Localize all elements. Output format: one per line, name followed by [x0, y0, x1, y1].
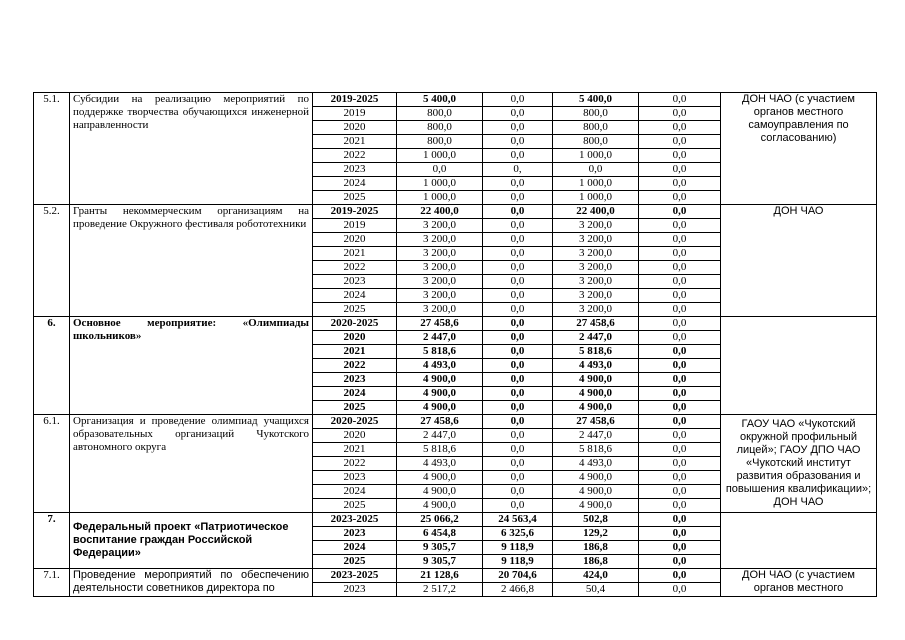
federal-cell: 0,0	[483, 443, 553, 457]
federal-cell: 0,0	[483, 387, 553, 401]
federal-cell: 0,0	[483, 289, 553, 303]
table-row	[34, 93, 877, 107]
total-cell: 27 458,6	[397, 415, 483, 429]
federal-cell: 0,0	[483, 415, 553, 429]
total-cell: 4 493,0	[397, 457, 483, 471]
table-row	[34, 415, 877, 429]
total-cell: 4 900,0	[397, 471, 483, 485]
total-cell: 2 447,0	[397, 429, 483, 443]
item-number: 7.1.	[34, 569, 70, 597]
regional-cell: 800,0	[553, 121, 639, 135]
total-cell: 3 200,0	[397, 233, 483, 247]
year-cell: 2023-2025	[313, 513, 397, 527]
federal-cell: 0,0	[483, 135, 553, 149]
federal-cell: 0,0	[483, 177, 553, 191]
total-cell: 3 200,0	[397, 219, 483, 233]
regional-cell: 3 200,0	[553, 219, 639, 233]
federal-cell: 9 118,9	[483, 541, 553, 555]
total-cell: 4 900,0	[397, 401, 483, 415]
regional-cell: 4 900,0	[553, 401, 639, 415]
federal-cell: 0,0	[483, 233, 553, 247]
federal-cell: 0,0	[483, 359, 553, 373]
total-cell: 4 900,0	[397, 485, 483, 499]
regional-cell: 1 000,0	[553, 149, 639, 163]
total-cell: 1 000,0	[397, 149, 483, 163]
item-description: Основное мероприятие: «Олимпиады школьников»	[70, 317, 313, 415]
regional-cell: 800,0	[553, 107, 639, 121]
item-description: Проведение мероприятий по обеспечению деятельности советников директора по	[70, 569, 313, 597]
local-cell: 0,0	[639, 499, 721, 513]
regional-cell: 424,0	[553, 569, 639, 583]
year-cell: 2019-2025	[313, 205, 397, 219]
table-row	[34, 317, 877, 331]
year-cell: 2023	[313, 527, 397, 541]
regional-cell: 4 493,0	[553, 359, 639, 373]
regional-cell: 800,0	[553, 135, 639, 149]
federal-cell: 0,0	[483, 121, 553, 135]
year-cell: 2020	[313, 429, 397, 443]
local-cell: 0,0	[639, 233, 721, 247]
local-cell: 0,0	[639, 261, 721, 275]
total-cell: 3 200,0	[397, 261, 483, 275]
regional-cell: 5 818,6	[553, 443, 639, 457]
federal-cell: 0,0	[483, 401, 553, 415]
local-cell: 0,0	[639, 219, 721, 233]
federal-cell: 0,0	[483, 219, 553, 233]
total-cell: 9 305,7	[397, 541, 483, 555]
year-cell: 2020-2025	[313, 415, 397, 429]
total-cell: 800,0	[397, 121, 483, 135]
federal-cell: 0,0	[483, 191, 553, 205]
total-cell: 21 128,6	[397, 569, 483, 583]
regional-cell: 22 400,0	[553, 205, 639, 219]
local-cell: 0,0	[639, 205, 721, 219]
federal-cell: 0,0	[483, 303, 553, 317]
item-number: 5.2.	[34, 205, 70, 317]
local-cell: 0,0	[639, 471, 721, 485]
regional-cell: 0,0	[553, 163, 639, 177]
year-cell: 2024	[313, 485, 397, 499]
local-cell: 0,0	[639, 415, 721, 429]
local-cell: 0,0	[639, 373, 721, 387]
federal-cell: 6 325,6	[483, 527, 553, 541]
executor-cell: ДОН ЧАО (с участием органов местного самоуправления по согласованию)	[721, 93, 877, 205]
regional-cell: 5 818,6	[553, 345, 639, 359]
local-cell: 0,0	[639, 107, 721, 121]
year-cell: 2020	[313, 233, 397, 247]
federal-cell: 0,0	[483, 149, 553, 163]
total-cell: 25 066,2	[397, 513, 483, 527]
local-cell: 0,0	[639, 121, 721, 135]
item-description: Субсидии на реализацию мероприятий по поддержке творчества обучающихся инженерной направленности	[70, 93, 313, 205]
local-cell: 0,0	[639, 527, 721, 541]
local-cell: 0,0	[639, 93, 721, 107]
federal-cell: 0,0	[483, 499, 553, 513]
year-cell: 2021	[313, 443, 397, 457]
year-cell: 2020-2025	[313, 317, 397, 331]
year-cell: 2025	[313, 499, 397, 513]
total-cell: 22 400,0	[397, 205, 483, 219]
item-description: Гранты некоммерческим организациям на проведение Окружного фестиваля робототехники	[70, 205, 313, 317]
federal-cell: 0,0	[483, 429, 553, 443]
item-number: 6.	[34, 317, 70, 415]
regional-cell: 1 000,0	[553, 191, 639, 205]
local-cell: 0,0	[639, 443, 721, 457]
local-cell: 0,0	[639, 513, 721, 527]
year-cell: 2025	[313, 191, 397, 205]
local-cell: 0,0	[639, 303, 721, 317]
total-cell: 3 200,0	[397, 303, 483, 317]
year-cell: 2019	[313, 107, 397, 121]
year-cell: 2023-2025	[313, 569, 397, 583]
regional-cell: 3 200,0	[553, 289, 639, 303]
year-cell: 2023	[313, 471, 397, 485]
regional-cell: 4 900,0	[553, 373, 639, 387]
local-cell: 0,0	[639, 387, 721, 401]
local-cell: 0,0	[639, 429, 721, 443]
regional-cell: 3 200,0	[553, 275, 639, 289]
item-description: Организация и проведение олимпиад учащихся образовательных организаций Чукотского автономного округа	[70, 415, 313, 513]
year-cell: 2024	[313, 177, 397, 191]
total-cell: 4 900,0	[397, 373, 483, 387]
year-cell: 2020	[313, 121, 397, 135]
local-cell: 0,0	[639, 485, 721, 499]
regional-cell: 186,8	[553, 541, 639, 555]
regional-cell: 502,8	[553, 513, 639, 527]
table-row	[34, 569, 877, 583]
local-cell: 0,0	[639, 555, 721, 569]
total-cell: 4 900,0	[397, 499, 483, 513]
local-cell: 0,0	[639, 583, 721, 597]
federal-cell: 0,0	[483, 317, 553, 331]
total-cell: 0,0	[397, 163, 483, 177]
regional-cell: 2 447,0	[553, 429, 639, 443]
item-number: 6.1.	[34, 415, 70, 513]
local-cell: 0,0	[639, 177, 721, 191]
regional-cell: 129,2	[553, 527, 639, 541]
local-cell: 0,0	[639, 569, 721, 583]
year-cell: 2023	[313, 275, 397, 289]
regional-cell: 3 200,0	[553, 247, 639, 261]
regional-cell: 4 900,0	[553, 499, 639, 513]
item-description: Федеральный проект «Патриотическое воспитание граждан Российской Федерации»	[70, 513, 313, 569]
federal-cell: 24 563,4	[483, 513, 553, 527]
executor-cell: ДОН ЧАО (с участием органов местного	[721, 569, 877, 597]
local-cell: 0,0	[639, 247, 721, 261]
regional-cell: 3 200,0	[553, 233, 639, 247]
total-cell: 4 900,0	[397, 387, 483, 401]
federal-cell: 0,0	[483, 457, 553, 471]
executor-cell	[721, 513, 877, 569]
federal-cell: 2 466,8	[483, 583, 553, 597]
local-cell: 0,0	[639, 275, 721, 289]
year-cell: 2022	[313, 457, 397, 471]
local-cell: 0,0	[639, 331, 721, 345]
year-cell: 2022	[313, 261, 397, 275]
local-cell: 0,0	[639, 345, 721, 359]
regional-cell: 186,8	[553, 555, 639, 569]
year-cell: 2019	[313, 219, 397, 233]
total-cell: 9 305,7	[397, 555, 483, 569]
year-cell: 2022	[313, 359, 397, 373]
local-cell: 0,0	[639, 289, 721, 303]
item-number: 5.1.	[34, 93, 70, 205]
total-cell: 2 517,2	[397, 583, 483, 597]
federal-cell: 0,0	[483, 247, 553, 261]
regional-cell: 1 000,0	[553, 177, 639, 191]
total-cell: 800,0	[397, 107, 483, 121]
regional-cell: 3 200,0	[553, 261, 639, 275]
year-cell: 2023	[313, 163, 397, 177]
total-cell: 27 458,6	[397, 317, 483, 331]
regional-cell: 4 900,0	[553, 485, 639, 499]
local-cell: 0,0	[639, 191, 721, 205]
year-cell: 2021	[313, 135, 397, 149]
total-cell: 3 200,0	[397, 275, 483, 289]
regional-cell: 27 458,6	[553, 317, 639, 331]
year-cell: 2019-2025	[313, 93, 397, 107]
regional-cell: 27 458,6	[553, 415, 639, 429]
total-cell: 1 000,0	[397, 191, 483, 205]
federal-cell: 20 704,6	[483, 569, 553, 583]
total-cell: 5 818,6	[397, 443, 483, 457]
year-cell: 2021	[313, 247, 397, 261]
local-cell: 0,0	[639, 317, 721, 331]
regional-cell: 4 900,0	[553, 387, 639, 401]
table-row	[34, 205, 877, 219]
year-cell: 2023	[313, 373, 397, 387]
executor-cell	[721, 317, 877, 415]
total-cell: 3 200,0	[397, 247, 483, 261]
year-cell: 2025	[313, 401, 397, 415]
federal-cell: 0,0	[483, 261, 553, 275]
federal-cell: 9 118,9	[483, 555, 553, 569]
federal-cell: 0,	[483, 163, 553, 177]
total-cell: 800,0	[397, 135, 483, 149]
total-cell: 6 454,8	[397, 527, 483, 541]
federal-cell: 0,0	[483, 485, 553, 499]
table-row	[34, 513, 877, 527]
total-cell: 4 493,0	[397, 359, 483, 373]
year-cell: 2024	[313, 541, 397, 555]
year-cell: 2025	[313, 555, 397, 569]
executor-cell: ГАОУ ЧАО «Чукотский окружной профильный лицей»; ГАОУ ДПО ЧАО «Чукотский институт развития образования и повышения квалификации»; ДОН ЧАО	[721, 415, 877, 513]
regional-cell: 3 200,0	[553, 303, 639, 317]
item-number: 7.	[34, 513, 70, 569]
total-cell: 5 400,0	[397, 93, 483, 107]
local-cell: 0,0	[639, 149, 721, 163]
total-cell: 2 447,0	[397, 331, 483, 345]
federal-cell: 0,0	[483, 205, 553, 219]
local-cell: 0,0	[639, 359, 721, 373]
federal-cell: 0,0	[483, 471, 553, 485]
local-cell: 0,0	[639, 163, 721, 177]
federal-cell: 0,0	[483, 345, 553, 359]
regional-cell: 4 900,0	[553, 471, 639, 485]
budget-table	[33, 92, 877, 597]
federal-cell: 0,0	[483, 93, 553, 107]
year-cell: 2024	[313, 387, 397, 401]
regional-cell: 4 493,0	[553, 457, 639, 471]
regional-cell: 50,4	[553, 583, 639, 597]
federal-cell: 0,0	[483, 275, 553, 289]
local-cell: 0,0	[639, 401, 721, 415]
year-cell: 2025	[313, 303, 397, 317]
federal-cell: 0,0	[483, 373, 553, 387]
year-cell: 2024	[313, 289, 397, 303]
year-cell: 2022	[313, 149, 397, 163]
total-cell: 3 200,0	[397, 289, 483, 303]
executor-cell: ДОН ЧАО	[721, 205, 877, 317]
local-cell: 0,0	[639, 135, 721, 149]
regional-cell: 5 400,0	[553, 93, 639, 107]
local-cell: 0,0	[639, 457, 721, 471]
federal-cell: 0,0	[483, 107, 553, 121]
year-cell: 2021	[313, 345, 397, 359]
year-cell: 2020	[313, 331, 397, 345]
total-cell: 1 000,0	[397, 177, 483, 191]
local-cell: 0,0	[639, 541, 721, 555]
year-cell: 2023	[313, 583, 397, 597]
total-cell: 5 818,6	[397, 345, 483, 359]
regional-cell: 2 447,0	[553, 331, 639, 345]
federal-cell: 0,0	[483, 331, 553, 345]
